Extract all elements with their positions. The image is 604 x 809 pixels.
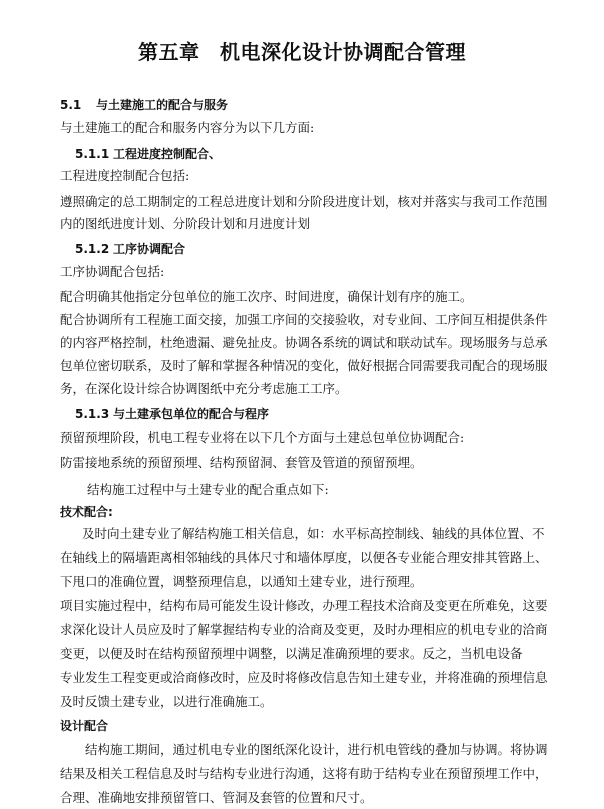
- paragraph-line: 务，在深化设计综合协调图纸中充分考虑施工工序。: [60, 381, 348, 396]
- paragraph: 防雷接地系统的预留预埋、结构预留洞、套管及管道的预留预埋。: [60, 455, 423, 470]
- section-title: 工程进度控制配合、: [113, 147, 222, 161]
- paragraph-line: 变更，以便及时在结构预留预埋中调整，以满足准确预埋的要求。反之，当机电设备: [60, 646, 523, 661]
- section-5-1-3-heading: [75, 406, 585, 422]
- tech-coordination-heading: 技术配合:: [60, 505, 113, 519]
- paragraph-line: 合理、准确地安排预留管口、管洞及套管的位置和尺寸。: [60, 790, 373, 805]
- section-number: 5.1.3: [75, 407, 110, 421]
- section-title: 与土建承包单位的配合与程序: [113, 407, 270, 421]
- paragraph-line: 求深化设计人员应及时了解掌握结构专业的洽商及变更，及时办理相应的机电专业的洽商: [60, 622, 548, 637]
- paragraph-line: 配合协调所有工程施工面交接，加强工序间的交接验收，对专业间、工序间互相提供条件: [60, 312, 548, 327]
- paragraph-line: 的内容严格控制，杜绝遗漏、避免扯皮。协调各系统的调试和联动试车。现场服务与总承: [60, 335, 548, 350]
- section-number: 5.1: [60, 98, 82, 112]
- paragraph-line: 遵照确定的总工期制定的工程总进度计划和分阶段进度计划，核对并落实与我司工作范围: [60, 194, 548, 209]
- paragraph-line: 专业发生工程变更或洽商修改时，应及时将修改信息告知土建专业，并将准确的预埋信息: [60, 670, 548, 685]
- section-number: 5.1.1: [75, 147, 110, 161]
- section-title: 工序协调配合: [113, 242, 186, 256]
- paragraph-line: 包单位密切联系，及时了解和掌握各种情况的变化，做好根据合同需要我司配合的现场服: [60, 358, 548, 373]
- paragraph-line: 在轴线上的隔墙距离相邻轴线的具体尺寸和墙体厚度，以便各专业能合理安排其管路上、: [60, 550, 548, 565]
- paragraph-line: 结果及相关工程信息及时与结构专业进行沟通，这将有助于结构专业在预留预埋工作中，: [60, 766, 548, 781]
- section-5-1-1-heading: [75, 146, 585, 162]
- paragraph-line: 内的图纸进度计划、分阶段计划和月进度计划: [60, 216, 311, 231]
- paragraph-line: 结构施工期间，通过机电专业的图纸深化设计，进行机电管线的叠加与协调。将协调: [85, 742, 548, 757]
- paragraph: 工序协调配合包括:: [60, 264, 165, 279]
- paragraph: 工程进度控制配合包括:: [60, 168, 190, 183]
- design-coordination-heading: 设计配合: [60, 719, 109, 733]
- paragraph: 配合明确其他指定分包单位的施工次序、时间进度，确保计划有序的施工。: [60, 289, 473, 304]
- section-title: 与土建施工的配合与服务: [96, 98, 229, 112]
- chapter-title: 第五章 机电深化设计协调配合管理: [138, 40, 466, 64]
- paragraph: 结构施工过程中与土建专业的配合重点如下:: [87, 482, 329, 497]
- paragraph-line: 及时反馈土建专业，以进行准确施工。: [60, 694, 273, 709]
- section-5-1-heading: [60, 97, 570, 113]
- paragraph-line: 项目实施过程中，结构布局可能发生设计修改，办理工程技术洽商及变更在所难免，这要: [60, 598, 548, 613]
- paragraph: 预留预埋阶段，机电工程专业将在以下几个方面与土建总包单位协调配合:: [60, 430, 465, 445]
- section-number: 5.1.2: [75, 242, 110, 256]
- paragraph-line: 下甩口的准确位置，调整预理信息，以通知土建专业，进行预理。: [60, 574, 423, 589]
- paragraph: 与土建施工的配合和服务内容分为以下几方面:: [60, 120, 315, 135]
- paragraph-line: 及时向土建专业了解结构施工相关信息，如：水平标高控制线、轴线的具体位置、不: [82, 526, 545, 541]
- section-5-1-2-heading: [75, 241, 585, 257]
